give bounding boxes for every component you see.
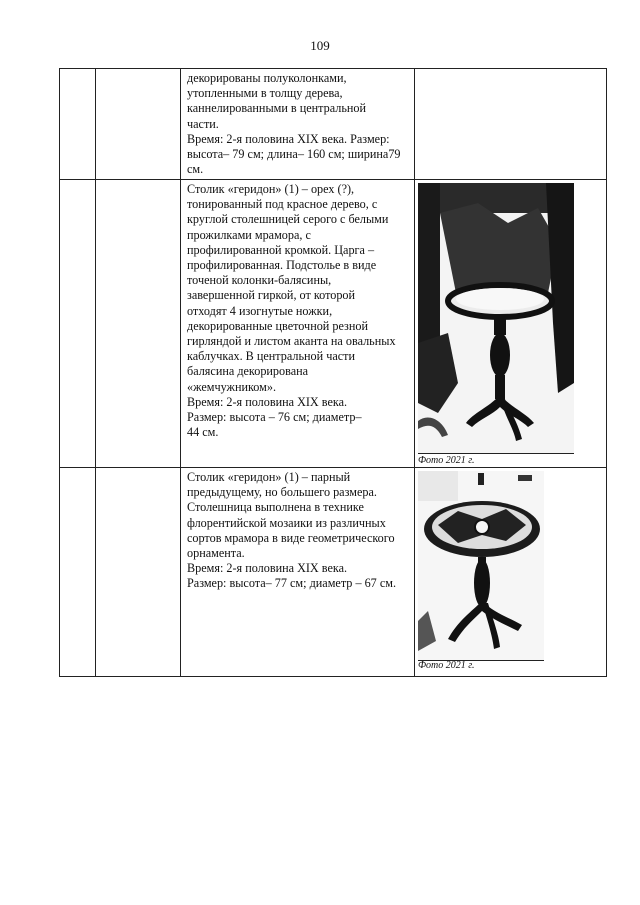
description-line: 44 см. <box>187 425 219 440</box>
description-text <box>181 69 414 177</box>
description-line: тонированный под красное дерево, с <box>187 197 378 212</box>
description-line: каблучках. В центральной части <box>187 349 356 364</box>
description-line: см. <box>187 162 204 177</box>
description-cell <box>181 180 415 468</box>
description-line: гирляндой и листом аканта на овальных <box>187 334 396 349</box>
description-cell <box>181 468 415 677</box>
gueridon-table-photo <box>418 471 544 661</box>
description-line: Столешница выполнена в технике <box>187 500 364 515</box>
description-line: отходят 4 изогнутые ножки, <box>187 303 333 318</box>
description-line: круглой столешницей серого с белыми <box>187 212 389 227</box>
table-row <box>60 69 607 180</box>
description-line: Размер: высота– 77 см; диаметр – 67 см. <box>187 576 396 591</box>
description-line: части. <box>187 116 219 131</box>
photo-cell <box>415 69 607 180</box>
photo-caption: Фото 2021 г. <box>418 455 475 466</box>
description-line: Время: 2-я половина XIX века. <box>187 394 348 409</box>
number-cell <box>60 69 96 180</box>
table-row <box>60 468 607 677</box>
description-line: каннелированными в центральной <box>187 101 367 116</box>
photo-caption: Фото 2021 г. <box>418 660 475 671</box>
description-line: прожилками мрамора, с <box>187 227 311 242</box>
description-line: декорированные цветочной резной <box>187 318 368 333</box>
description-line: балясина декорирована <box>187 364 309 379</box>
description-line: профилированной кромкой. Царга – <box>187 242 375 257</box>
page-number: 109 <box>310 38 330 53</box>
description-text <box>181 180 414 440</box>
description-line: предыдущему, но большего размера. <box>187 485 377 500</box>
name-cell <box>96 180 181 468</box>
description-line: точеной колонки-балясины, <box>187 273 332 288</box>
description-cell <box>181 69 415 180</box>
description-line: орнамента. <box>187 546 245 561</box>
name-cell <box>96 468 181 677</box>
description-line: Столик «геридон» (1) – парный <box>187 470 351 484</box>
description-line: Столик «геридон» (1) – орех (?), <box>187 182 355 196</box>
description-text <box>181 468 414 592</box>
description-line: утопленными в толщу дерева, <box>187 86 343 101</box>
number-cell <box>60 468 96 677</box>
description-line: профилированная. Подстолье в виде <box>187 258 377 273</box>
description-line: декорированы полуколонками, <box>187 71 347 85</box>
description-line: Время: 2-я половина XIX века. Размер: <box>187 131 390 146</box>
photo-cell <box>415 468 607 677</box>
inventory-table <box>59 68 607 677</box>
name-cell <box>96 69 181 180</box>
number-cell <box>60 180 96 468</box>
description-line: флорентийской мозаики из различных <box>187 515 386 530</box>
description-line: Время: 2-я половина XIX века. <box>187 561 348 576</box>
description-line: Размер: высота – 76 см; диаметр– <box>187 410 362 425</box>
description-line: сортов мрамора в виде геометрического <box>187 530 395 545</box>
table-row <box>60 180 607 468</box>
photo-cell <box>415 180 607 468</box>
gueridon-table-photo <box>418 183 574 454</box>
description-line: высота– 79 см; длина– 160 см; ширина79 <box>187 147 401 162</box>
description-line: «жемчужником». <box>187 379 277 394</box>
description-line: завершенной гиркой, от которой <box>187 288 356 303</box>
